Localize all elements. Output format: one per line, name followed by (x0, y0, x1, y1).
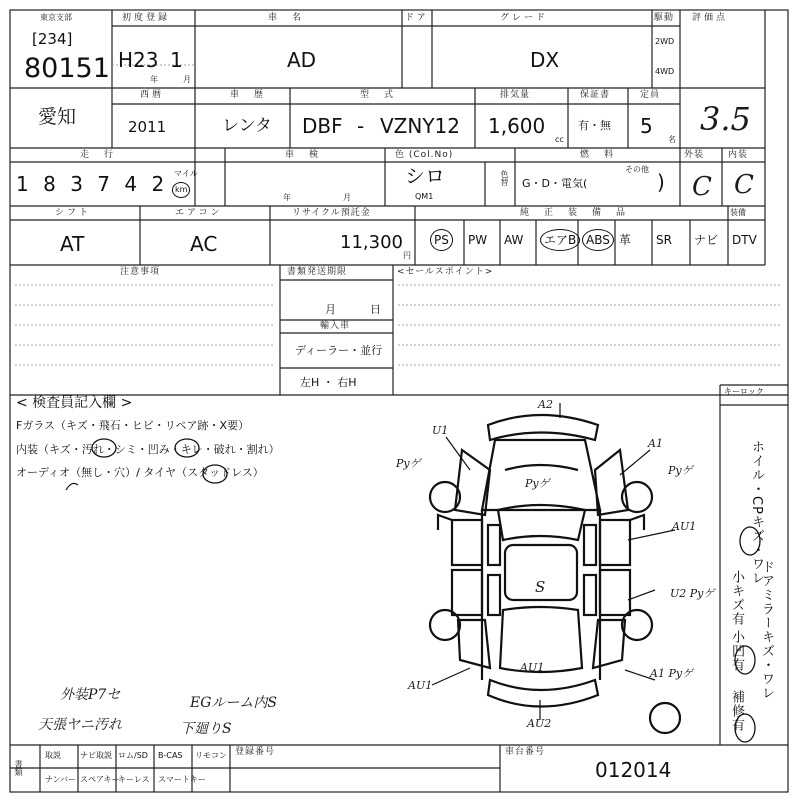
equipment-item: ABS (582, 229, 614, 251)
model-year: 2011 (128, 118, 167, 136)
fuel-other: その他 (625, 165, 649, 174)
footer-left-tag: 書類 (14, 760, 23, 776)
lot-bracket: [234] (32, 30, 73, 48)
doors-label: ドア (405, 13, 429, 23)
model-label: 車 名 (268, 13, 305, 23)
footer-item: ロム/SD (118, 751, 148, 760)
footer-item: B-CAS (158, 751, 183, 760)
mileage-digit: 8 (43, 172, 60, 196)
interior-grade: C (734, 170, 754, 200)
mark-hood: Pyゲ (525, 477, 550, 490)
mark-bumper-bottom: AU2 (527, 717, 552, 730)
score-label: 評価点 (692, 13, 729, 23)
paint-note: 補修有 (729, 690, 744, 732)
fuel-label: 燃 料 (580, 150, 617, 160)
mark-pyge-right: Pyゲ (668, 464, 693, 477)
drive-2wd: 2WD (655, 37, 675, 46)
color-code: QM1 (415, 192, 434, 201)
handwritten-note-1b: EGルーム内S (190, 695, 277, 711)
equip-corner-label: 装備 (730, 208, 746, 217)
mileage-digit: 2 (151, 172, 169, 196)
recycle-fee: 11,300 (340, 232, 403, 253)
footer-item: キーレス (118, 775, 150, 784)
first-reg-label: 初度登録 (122, 13, 171, 23)
month-unit: 月 (183, 75, 191, 84)
history-label: 車 歴 (230, 90, 267, 100)
mark-rear-right: A1 Pyゲ (650, 667, 694, 680)
model-year-label: 西暦 (140, 90, 165, 100)
notes-label: 注意事項 (120, 267, 161, 277)
wheel-note: ホイル・CPキズ・ワレ (749, 440, 764, 585)
grade-value: DX (530, 48, 560, 72)
displacement-unit: cc (555, 135, 564, 144)
capacity-value: 5 (640, 114, 653, 138)
equipment-item: PS (430, 229, 453, 251)
grade-label: グレード (500, 13, 549, 23)
chassis-prefix: DBF (302, 114, 343, 138)
venue-label: 東京支部 (40, 13, 72, 22)
year-unit: 年 (150, 75, 158, 84)
mark-front-right: A1 (648, 437, 663, 450)
chassis-dash: - (357, 114, 365, 138)
equipment-item: ナビ (694, 233, 719, 247)
doc-day: 日 (370, 303, 381, 316)
vehicle-history: レンタ (222, 116, 272, 136)
mileage-digit: 1 (16, 172, 33, 196)
displacement-label: 排気量 (500, 90, 531, 100)
mark-pyge-left: Pyゲ (396, 457, 421, 470)
mileage-digit: 7 (97, 172, 115, 196)
small-scratch-note: 小キズ有 (729, 570, 744, 626)
inspection-label: 車 検 (285, 150, 322, 160)
shift-value: AT (60, 232, 85, 256)
car-diagram (430, 415, 680, 733)
footer-item: ナビ取説 (80, 751, 112, 760)
reg-era: H23 (118, 48, 159, 72)
mark-front-left: U1 (432, 424, 449, 437)
handwritten-note-1a: 外装P7セ (60, 687, 121, 703)
reg-no-label: 登録番号 (235, 747, 276, 757)
import-value: ディーラー・並行 (295, 344, 383, 357)
capacity-unit: 名 (668, 135, 676, 144)
mileage-digits (16, 174, 168, 194)
mark-right-rear: U2 Pyゲ (670, 587, 715, 600)
mileage-digit: 4 (124, 172, 142, 196)
score-value: 3.5 (700, 100, 751, 138)
aircon-value: AC (190, 232, 218, 256)
equipment-item: エアB (540, 229, 580, 251)
lot-number: 80151 (24, 53, 110, 84)
handwritten-note-2a: 天張ヤニ汚れ (38, 717, 122, 733)
footer-item: ナンバー (45, 775, 77, 784)
footer-item: 取説 (45, 751, 61, 760)
fuel-value: G・D・電気( (522, 177, 588, 190)
recycle-unit: 円 (403, 251, 411, 260)
equipment-item: PW (468, 233, 488, 247)
int-label: 内装 (728, 150, 749, 160)
mark-rear-lamp: AU1 (520, 661, 545, 674)
equipment-item: AW (504, 233, 524, 247)
chassis-code: VZNY12 (380, 114, 461, 138)
capacity-label: 定員 (640, 90, 661, 100)
inspector-line-2: 内装（キズ・汚れ・シミ・凹み・キレ・破れ・割れ） (16, 443, 280, 456)
color-label: 色 (Col.No) (395, 150, 454, 160)
equipment-item: SR (656, 233, 672, 247)
mark-roof: S (535, 578, 546, 596)
equipment-label: 純 正 装 備 品 (520, 208, 629, 218)
location: 愛知 (38, 106, 77, 128)
warranty-value: 有・無 (578, 119, 611, 132)
chassis-label: 型 式 (360, 90, 397, 100)
model-value: AD (287, 48, 317, 72)
mileage-label: 走 行 (80, 150, 117, 160)
inspector-line-1: Fガラス（キズ・飛石・ヒビ・リペア跡・X要） (16, 419, 250, 432)
keylock-label: キーロック (724, 387, 764, 396)
warranty-label: 保証書 (580, 90, 611, 100)
sales-points-label: <セールスポイント> (397, 267, 494, 277)
inspection-month: 月 (343, 193, 351, 202)
drive-4wd: 4WD (655, 67, 675, 76)
handwritten-note-2b: 下廻りS (180, 721, 232, 737)
ext-label: 外装 (684, 150, 705, 160)
recycle-label: リサイクル預託金 (292, 208, 371, 218)
ac-label: エアコン (175, 208, 223, 218)
color-value: シロ (405, 164, 445, 188)
steering-value: 左H ・ 右H (300, 376, 357, 389)
equipment-item: 革 (619, 233, 632, 247)
exterior-grade: C (692, 172, 712, 202)
mark-right-door: AU1 (672, 520, 697, 533)
chassis-number: 012014 (595, 758, 672, 782)
inspection-year: 年 (283, 193, 291, 202)
footer-item: スペアキー (80, 775, 120, 784)
inspector-line-3: オーディオ（無し・穴）/ タイヤ（スタッドレス） (16, 466, 264, 479)
shift-label: シフト (55, 208, 92, 218)
footer-item: スマートキー (158, 775, 206, 784)
mark-rear-left: AU1 (408, 679, 433, 692)
color-side: 色替 (500, 170, 509, 186)
inspector-label: < 検査員記入欄 > (16, 395, 133, 411)
fuel-close: ) (657, 170, 665, 194)
mark-top: A2 (538, 398, 553, 411)
import-label: 輸入車 (320, 321, 351, 331)
chassis-no-label: 車台番号 (505, 747, 546, 757)
doc-month: 月 (325, 303, 336, 316)
reg-month: 1 (170, 48, 183, 72)
displacement-value: 1,600 (488, 114, 546, 138)
mileage-unit: km (172, 182, 190, 198)
equipment-item: DTV (732, 233, 757, 247)
footer-item: リモコン (195, 751, 227, 760)
doc-expiry-label: 書類発送期限 (287, 267, 348, 277)
mirror-note: ドアミラーキズ・ワレ (759, 560, 774, 700)
mileage-unit-top: マイル (174, 169, 198, 178)
small-dent-note: 小凹有 (729, 630, 744, 672)
mileage-digit: 3 (70, 172, 87, 196)
drive-label: 駆動 (654, 13, 675, 23)
